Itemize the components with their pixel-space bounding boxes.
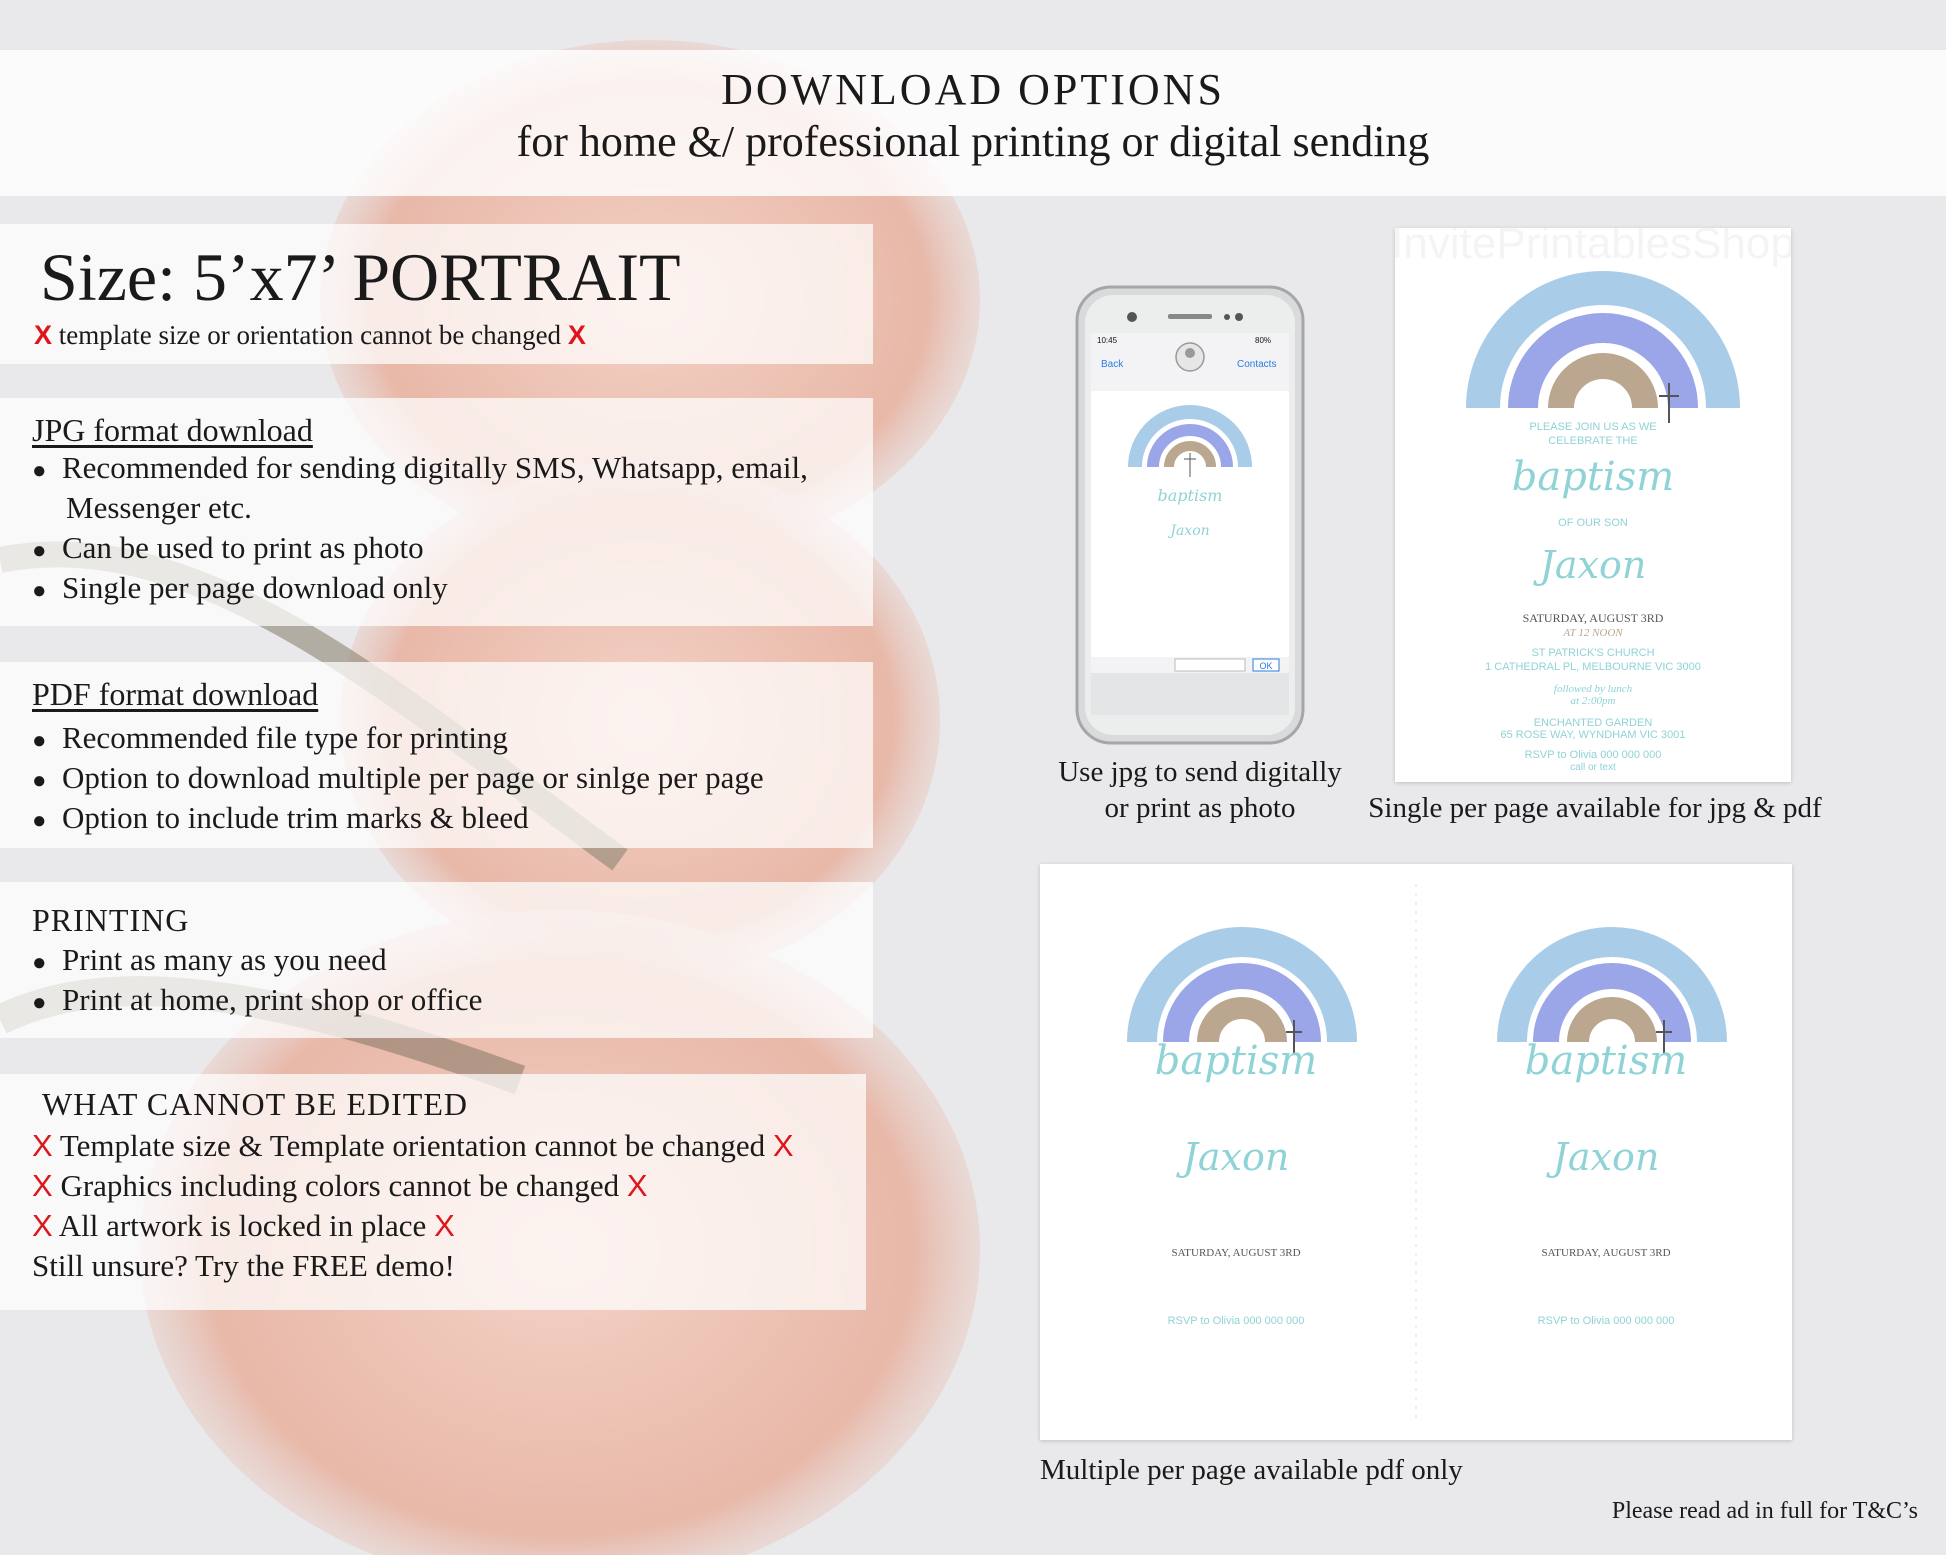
list-item: ● Recommended file type for printing [32, 720, 508, 755]
svg-text:Jaxon: Jaxon [1182, 1135, 1290, 1179]
header-banner [0, 50, 1946, 196]
svg-text:65 ROSE WAY, WYNDHAM VIC 3001: 65 ROSE WAY, WYNDHAM VIC 3001 [1500, 729, 1686, 741]
demo-text: Still unsure? Try the FREE demo! [32, 1248, 455, 1283]
list-item: ● Single per page download only [32, 570, 448, 605]
jpg-panel [0, 398, 873, 626]
cannot-edit-panel [0, 1074, 866, 1310]
x-mark-icon: X [567, 320, 586, 350]
svg-text:RSVP to Olivia 000 000 000: RSVP to Olivia 000 000 000 [1524, 749, 1662, 761]
list-item: X Graphics including colors cannot be changed X [32, 1168, 648, 1203]
pdf-title: PDF format download [32, 676, 319, 712]
phone-battery: 80% [1255, 336, 1272, 345]
bullet-icon: ● [32, 538, 47, 564]
svg-text:1 CATHEDRAL PL, MELBOURNE VIC: 1 CATHEDRAL PL, MELBOURNE VIC 3000 [1485, 661, 1701, 673]
bullet-icon: ● [32, 458, 47, 484]
watermark-text [1395, 228, 1791, 268]
svg-text:followed by lunch: followed by lunch [1553, 683, 1633, 695]
list-item: ● Print at home, print shop or office [32, 982, 483, 1017]
x-mark-icon: X [32, 1128, 53, 1163]
phone-caption-line2: or print as photo [1104, 792, 1296, 824]
bullet-icon: ● [32, 990, 47, 1016]
page-subtitle: for home &/ professional printing or digital sending [516, 117, 1430, 166]
bullet-icon: ● [32, 768, 47, 794]
pdf-panel [0, 662, 873, 848]
phone-time: 10:45 [1097, 336, 1118, 345]
multi-invite-artwork [1040, 864, 1792, 1440]
svg-text:ENCHANTED GARDEN: ENCHANTED GARDEN [1533, 717, 1653, 729]
phone-invite-name: Jaxon [1170, 523, 1210, 539]
multi-invite-right [1512, 942, 1712, 1327]
jpg-title: JPG format download [32, 412, 313, 448]
printing-title: PRINTING [32, 902, 190, 938]
svg-text:baptism: baptism [1524, 1038, 1688, 1084]
bullet-icon: ● [32, 728, 47, 754]
printing-panel [0, 882, 873, 1038]
size-panel [0, 224, 873, 364]
x-mark-icon: X [772, 1128, 794, 1163]
svg-text:RSVP to Olivia 000 000 000: RSVP to Olivia 000 000 000 [1167, 1315, 1305, 1327]
list-item: ● Recommended for sending digitally SMS, Whatsapp, email, [32, 450, 808, 485]
list-item: X All artwork is locked in place X [32, 1208, 455, 1243]
svg-text:OF OUR SON: OF OUR SON [1558, 517, 1628, 529]
svg-text:at 2:00pm: at 2:00pm [1570, 695, 1616, 707]
phone-mockup [1075, 285, 1305, 745]
single-caption: Single per page available for jpg & pdf [1368, 792, 1822, 824]
single-invite-card [1395, 228, 1791, 782]
size-title: Size: 5’x7’ PORTRAIT [40, 239, 681, 315]
list-item: X Template size & Template orientation cannot be changed X [32, 1128, 794, 1163]
phone-caption-line1: Use jpg to send digitally [1058, 756, 1342, 788]
list-item-continuation: Messenger etc. [66, 490, 252, 525]
svg-text:ST PATRICK'S CHURCH: ST PATRICK'S CHURCH [1531, 647, 1655, 659]
multi-invite-card [1040, 864, 1792, 1440]
bullet-icon: ● [32, 808, 47, 834]
svg-text:CELEBRATE THE: CELEBRATE THE [1548, 435, 1638, 447]
x-mark-icon: X [32, 1168, 53, 1203]
multi-caption: Multiple per page available pdf only [1040, 1454, 1463, 1486]
x-mark-icon: X [626, 1168, 648, 1203]
footer-note: Please read ad in full for T&C’s [1611, 1498, 1918, 1524]
x-mark-icon: X [32, 1208, 53, 1243]
svg-text:AT 12 NOON: AT 12 NOON [1563, 627, 1623, 639]
single-invite-artwork [1395, 228, 1791, 782]
svg-text:SATURDAY, AUGUST 3RD: SATURDAY, AUGUST 3RD [1522, 611, 1664, 625]
cannot-edit-title: WHAT CANNOT BE EDITED [42, 1086, 468, 1122]
svg-text:PLEASE JOIN US AS WE: PLEASE JOIN US AS WE [1529, 421, 1657, 433]
svg-text:Jaxon: Jaxon [1552, 1135, 1660, 1179]
list-item: ● Option to download multiple per page or sinlge per page [32, 760, 764, 795]
phone-back-link: Back [1101, 359, 1124, 370]
svg-text:RSVP to Olivia 000 000 000: RSVP to Olivia 000 000 000 [1537, 1315, 1675, 1327]
phone-ok-button: OK [1259, 661, 1273, 671]
svg-text:SATURDAY, AUGUST 3RD: SATURDAY, AUGUST 3RD [1171, 1247, 1301, 1259]
phone-contacts-link: Contacts [1237, 359, 1277, 370]
bullet-icon: ● [32, 950, 47, 976]
list-item: ● Print as many as you need [32, 942, 387, 977]
svg-text:call or text: call or text [1570, 762, 1616, 773]
x-mark-icon: X [34, 320, 53, 350]
phone-invite-event: baptism [1157, 486, 1223, 505]
size-note [34, 320, 586, 351]
bullet-icon: ● [32, 578, 47, 604]
svg-text:Jaxon: Jaxon [1539, 543, 1647, 587]
x-mark-icon: X [434, 1208, 455, 1243]
list-item: ● Can be used to print as photo [32, 530, 424, 565]
page-title: DOWNLOAD OPTIONS [721, 65, 1225, 114]
svg-text:baptism: baptism [1511, 454, 1675, 500]
multi-invite-left [1142, 942, 1342, 1327]
svg-text:SATURDAY, AUGUST 3RD: SATURDAY, AUGUST 3RD [1541, 1247, 1671, 1259]
svg-text:baptism: baptism [1154, 1038, 1318, 1084]
size-note-text: template size or orientation cannot be changed [58, 320, 562, 350]
list-item: ● Option to include trim marks & bleed [32, 800, 529, 835]
